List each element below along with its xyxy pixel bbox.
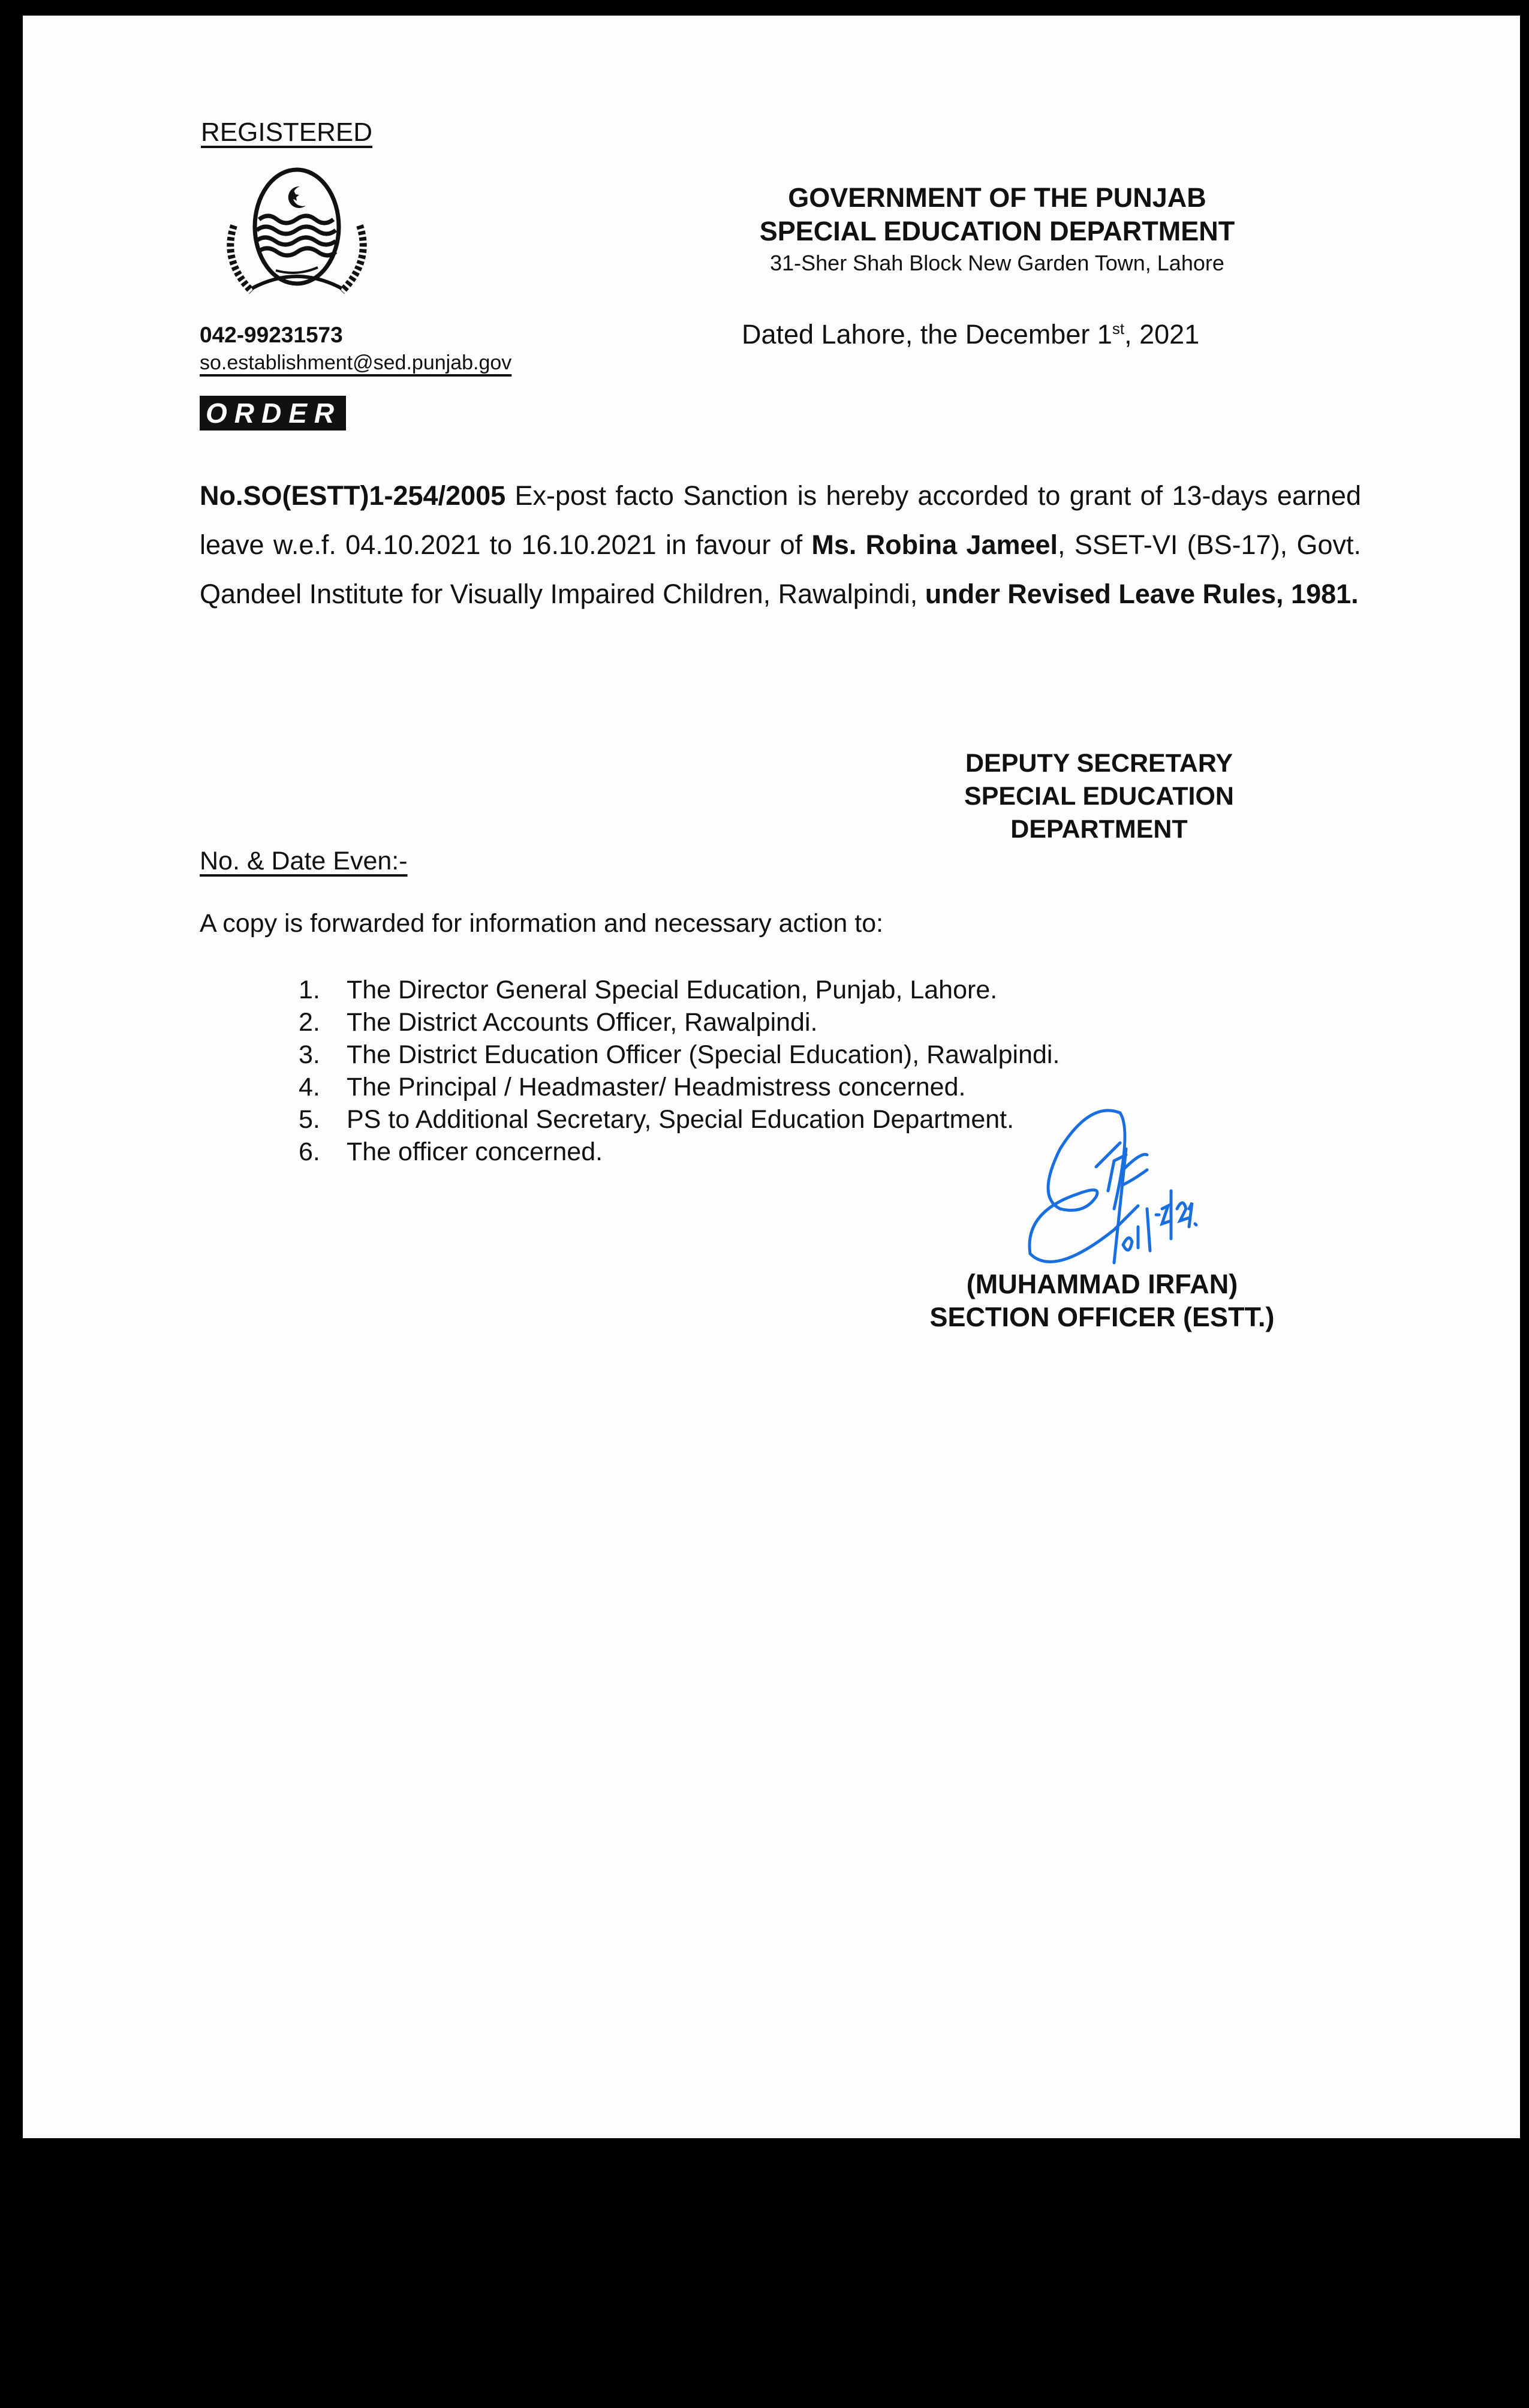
department-address: 31-Sher Shah Block New Garden Town, Lahore (770, 251, 1224, 275)
deputy-line-3: DEPARTMENT (1010, 815, 1188, 844)
deputy-line-1: DEPUTY SECRETARY (965, 749, 1233, 778)
dated-line (742, 319, 1199, 350)
item-text: PS to Additional Secretary, Special Education Department. (347, 1105, 1015, 1134)
punjab-emblem-logo (210, 159, 384, 303)
handwritten-signature (1018, 1095, 1306, 1275)
order-text-2: , SSET-VI (BS-17), Govt. Qandeel Institute for Visually Impaired Children, Rawalpindi, (200, 529, 1361, 609)
list-item (281, 1071, 1060, 1103)
deputy-secretary-block (910, 747, 1288, 846)
item-text: The District Accounts Officer, Rawalpindi. (347, 1008, 818, 1037)
list-item (281, 1006, 1060, 1039)
registered-label: REGISTERED (201, 118, 373, 147)
item-number: 3. (299, 1040, 320, 1069)
list-item (281, 974, 1060, 1006)
item-text: The Principal / Headmaster/ Headmistress concerned. (347, 1073, 966, 1101)
section-officer-block (886, 1268, 1318, 1334)
order-ref-no: No.SO(ESTT)1-254/2005 (200, 480, 506, 511)
order-paragraph (200, 471, 1361, 619)
item-number: 6. (299, 1137, 320, 1166)
no-date-even-heading: No. & Date Even:- (200, 847, 408, 875)
order-heading: ORDER (200, 396, 346, 431)
dated-prefix: Dated Lahore, the December 1 (742, 319, 1112, 350)
deputy-line-2: SPECIAL EDUCATION (964, 782, 1234, 811)
phone-number: 042-99231573 (200, 323, 343, 347)
item-text: The officer concerned. (347, 1137, 603, 1166)
item-text: The District Education Officer (Special Education), Rawalpindi. (347, 1040, 1060, 1069)
employee-name: Ms. Robina Jameel (811, 529, 1058, 560)
list-item (281, 1136, 1060, 1168)
recipient-list (281, 974, 1060, 1168)
document-page (23, 16, 1520, 2138)
order-text-1: Ex-post facto Sanction is hereby accorded to grant of 13-days earned leave w.e.f. 04.10.2021 to 16.10.2021 in favour of (200, 480, 1361, 560)
list-item (281, 1103, 1060, 1136)
letterhead-title (652, 181, 1342, 278)
department-title: SPECIAL EDUCATION DEPARTMENT (759, 216, 1235, 246)
item-number: 2. (299, 1008, 320, 1037)
item-text: The Director General Special Education, Punjab, Lahore. (347, 976, 998, 1004)
copy-intro: A copy is forwarded for information and necessary action to: (200, 909, 884, 938)
government-title: GOVERNMENT OF THE PUNJAB (788, 182, 1206, 213)
item-number: 4. (299, 1073, 320, 1101)
officer-title: SECTION OFFICER (ESTT.) (929, 1302, 1275, 1332)
officer-name: (MUHAMMAD IRFAN) (966, 1269, 1238, 1299)
item-number: 5. (299, 1105, 320, 1134)
leave-rules: under Revised Leave Rules, 1981. (925, 579, 1359, 609)
dated-suffix: , 2021 (1124, 319, 1200, 350)
dated-sup: st (1112, 320, 1125, 338)
item-number: 1. (299, 976, 320, 1004)
email-link[interactable]: so.establishment@sed.punjab.gov (200, 351, 512, 374)
list-item (281, 1039, 1060, 1071)
